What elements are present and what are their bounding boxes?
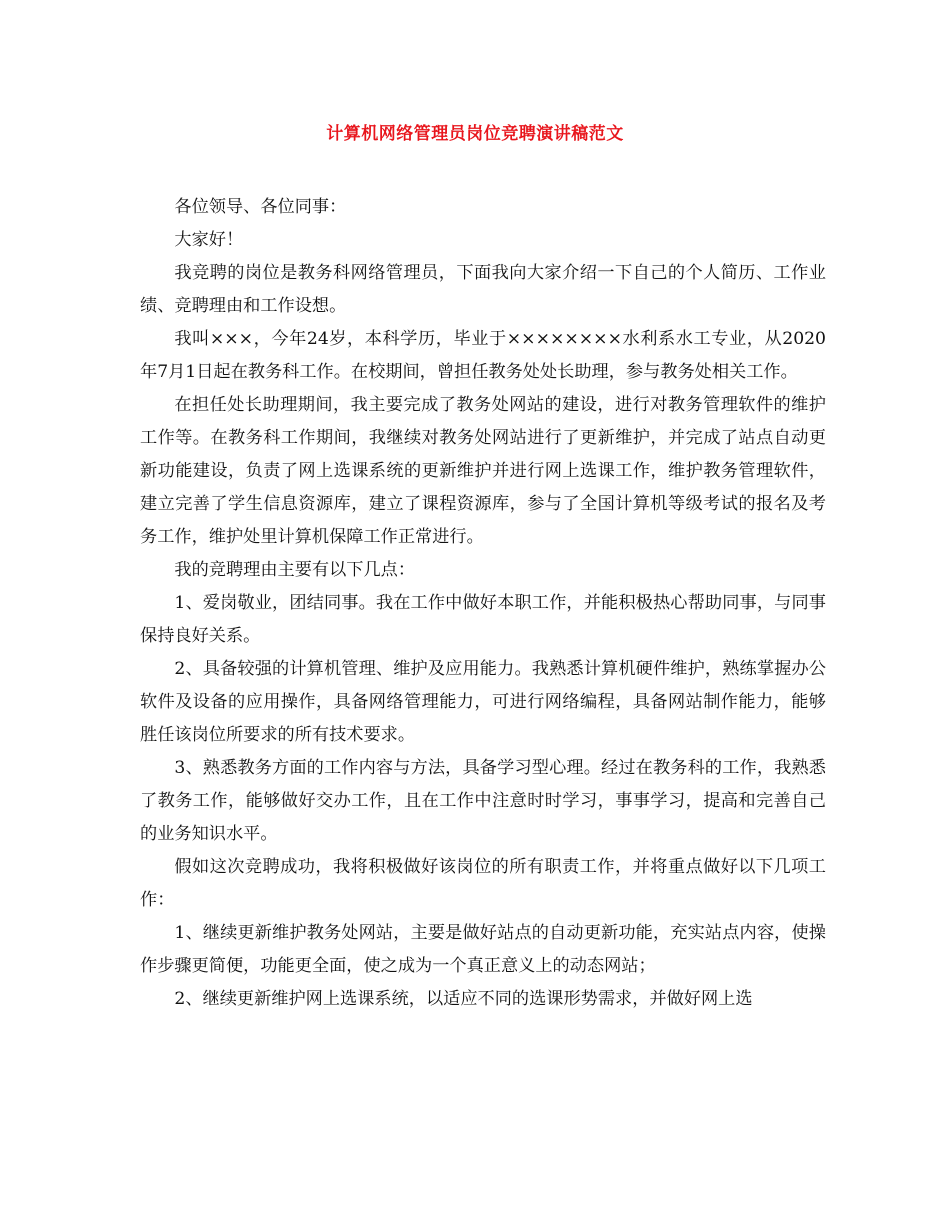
paragraph-plan-2: 2、继续更新维护网上选课系统，以适应不同的选课形势需求，并做好网上选 <box>174 989 753 1009</box>
paragraph-reason-2: 2、具备较强的计算机管理、维护及应用能力。我熟悉计算机硬件维护，熟练掌握办公软件及设备的应用操作，具备网络管理能力，可进行网络编程，具备网站制作能力，能够胜任该岗位所要求的所有技术要求。 <box>140 659 826 745</box>
paragraph-intro: 我竞聘的岗位是教务科网络管理员，下面我向大家介绍一下自己的个人简历、工作业绩、竞聘理由和工作设想。 <box>140 263 826 316</box>
paragraph-resume: 我叫×××，今年24岁，本科学历，毕业于××××××××水利系水工专业，从2020年7月1日起在教务科工作。在校期间，曾担任教务处处长助理，参与教务处相关工作。 <box>140 329 826 382</box>
document-title: 计算机网络管理员岗位竞聘演讲稿范文 <box>326 124 624 144</box>
paragraph-reason-3: 3、熟悉教务方面的工作内容与方法，具备学习型心理。经过在教务科的工作，我熟悉了教务工作，能够做好交办工作，且在工作中注意时时学习，事事学习，提高和完善自己的业务知识水平。 <box>140 758 826 844</box>
paragraph-hello: 大家好！ <box>174 230 244 250</box>
paragraph-plans-heading: 假如这次竞聘成功，我将积极做好该岗位的所有职责工作，并将重点做好以下几项工作： <box>140 857 826 910</box>
paragraph-greeting: 各位领导、各位同事： <box>174 197 347 217</box>
paragraph-reasons-heading: 我的竞聘理由主要有以下几点： <box>174 560 416 580</box>
document-body <box>140 191 826 1016</box>
paragraph-plan-1: 1、继续更新维护教务处网站，主要是做好站点的自动更新功能，充实站点内容，使操作步骤更简便，功能更全面，使之成为一个真正意义上的动态网站； <box>140 923 826 976</box>
paragraph-reason-1: 1、爱岗敬业，团结同事。我在工作中做好本职工作，并能积极热心帮助同事，与同事保持良好关系。 <box>140 593 826 646</box>
paragraph-achievements: 在担任处长助理期间，我主要完成了教务处网站的建设，进行对教务管理软件的维护工作等。在教务科工作期间，我继续对教务处网站进行了更新维护，并完成了站点自动更新功能建设，负责了网上选课系统的更新维护并进行网上选课工作，维护教务管理软件，建立完善了学生信息资源库，建立了课程资源库，参与了全国计算机等级考试的报名及考务工作，维护处里计算机保障工作正常进行。 <box>140 395 826 547</box>
